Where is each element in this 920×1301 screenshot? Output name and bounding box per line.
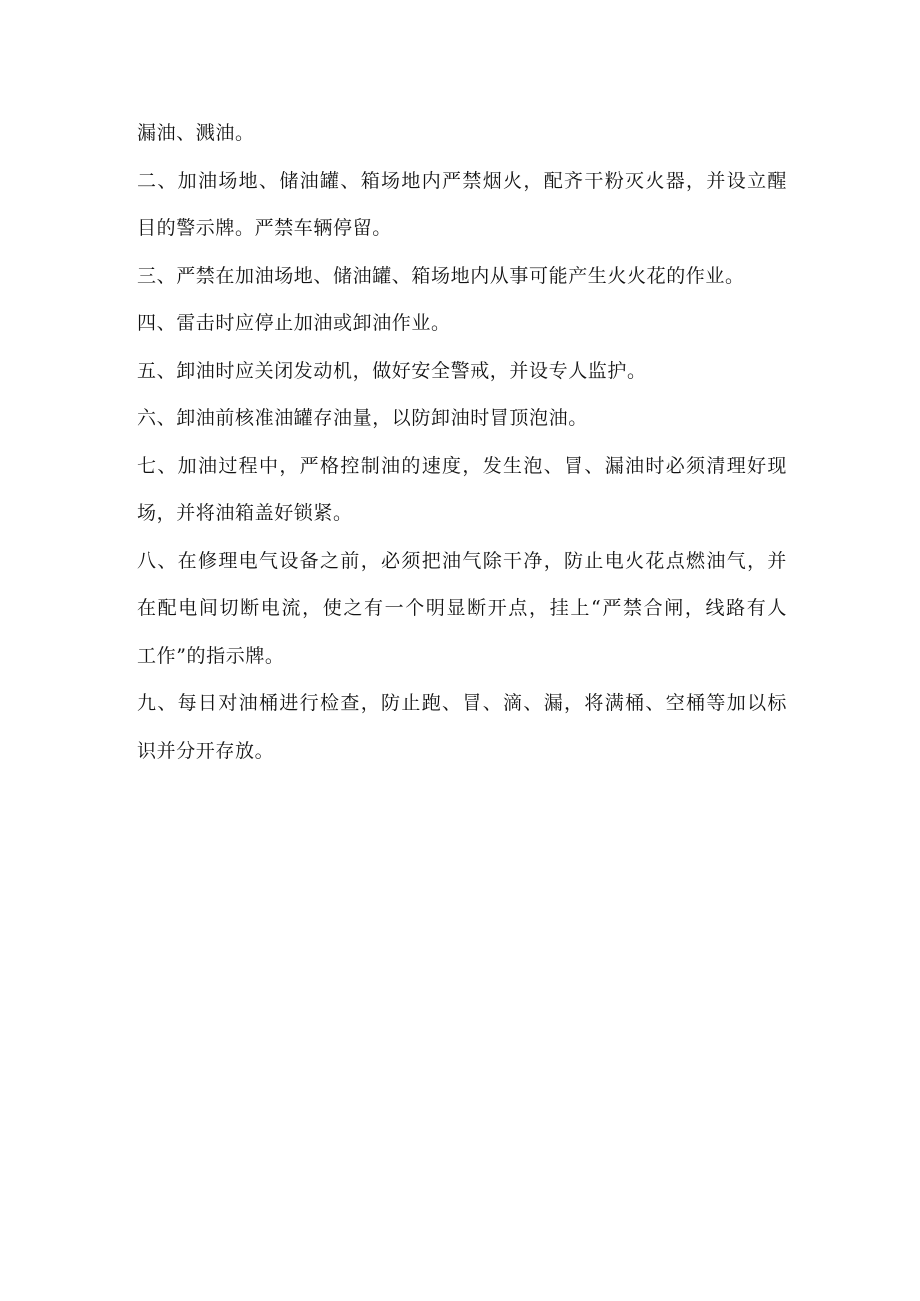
text-line: 识并分开存放。 (137, 739, 275, 762)
paragraph-item-7 (137, 443, 787, 538)
document-body (137, 110, 787, 775)
paragraph-item-8 (137, 538, 787, 681)
text-line: 八、在修理电气设备之前，必须把油气除干净，防止电火花点燃油气，并 (137, 549, 787, 572)
paragraph-item-9 (137, 680, 787, 775)
text-line: 漏油、溅油。 (137, 122, 255, 144)
paragraph-item-5 (137, 348, 787, 396)
text-line: 七、加油过程中，严格控制油的速度，发生泡、冒、漏油时必须清理好现 (137, 454, 787, 477)
text-line: 三、严禁在加油场地、储油罐、箱场地内从事可能产生火火花的作业。 (137, 264, 745, 287)
paragraph-item-4 (137, 300, 787, 348)
text-line: 在配电间切断电流，使之有一个明显断开点，挂上“严禁合闸，线路有人 (137, 597, 787, 619)
paragraph-item-2 (137, 158, 787, 253)
text-line: 目的警示牌。严禁车辆停留。 (137, 217, 392, 239)
paragraph-item-6 (137, 395, 787, 443)
text-line: 六、卸油前核准油罐存油量，以防卸油时冒顶泡油。 (137, 407, 588, 429)
text-line: 四、雷击时应停止加油或卸油作业。 (137, 312, 451, 334)
paragraph-item-3 (137, 253, 787, 301)
text-line: 九、每日对油桶进行检查，防止跑、冒、滴、漏，将满桶、空桶等加以标 (137, 692, 787, 714)
text-line: 二、加油场地、储油罐、箱场地内严禁烟火，配齐干粉灭火器，并设立醒 (137, 169, 787, 192)
text-line: 五、卸油时应关闭发动机，做好安全警戒，并设专人监护。 (137, 359, 647, 382)
text-line: 场，并将油箱盖好锁紧。 (137, 502, 353, 524)
paragraph-continuation (137, 110, 787, 158)
text-line: 工作”的指示牌。 (137, 644, 285, 667)
